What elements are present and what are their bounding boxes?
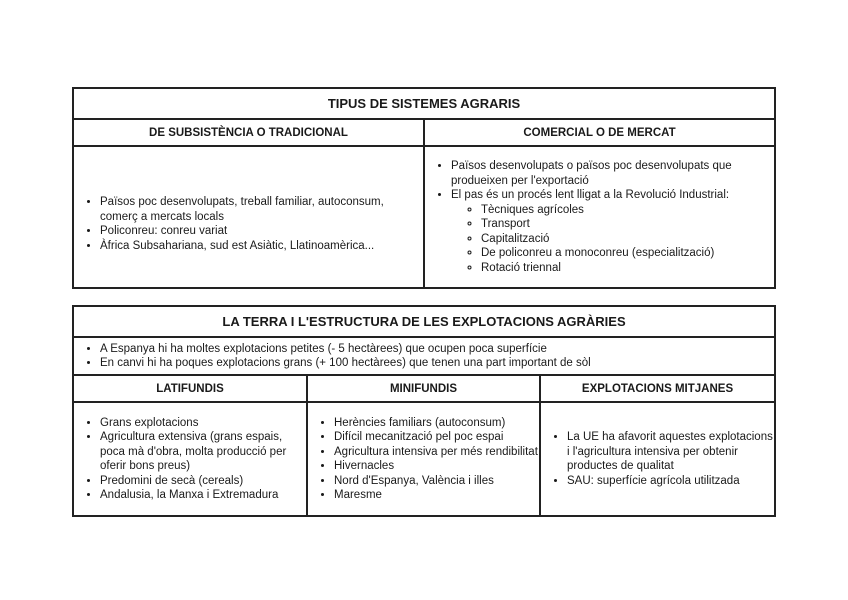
sub-list-item: ◦ Rotació triennal: [481, 261, 774, 276]
list-item: • Herències familiars (autoconsum): [334, 416, 539, 431]
commercial-cell: [424, 146, 775, 288]
list-item-text: El pas és un procés lent lligat a la Revolució Industrial:: [451, 189, 730, 201]
medium-farms-list: [541, 430, 774, 488]
subsistence-list: [74, 195, 423, 253]
list-item: • Andalusia, la Manxa i Extremadura: [100, 488, 306, 503]
intro-cell: [73, 337, 775, 375]
list-item: • Policonreu: conreu variat: [100, 224, 423, 239]
latifundis-cell: [73, 402, 307, 516]
commercial-list: [425, 159, 774, 275]
latifundis-list: [74, 416, 306, 503]
latifundis-header: LATIFUNDIS: [73, 375, 307, 402]
list-item: • SAU: superfície agrícola utilitzada: [567, 474, 774, 489]
list-item: • Àfrica Subsahariana, sud est Asiàtic, Llatinoamèrica...: [100, 239, 423, 254]
list-item: • Maresme: [334, 488, 539, 503]
list-item: • Difícil mecanització pel poc espai: [334, 430, 539, 445]
intro-list: [74, 342, 774, 371]
sub-list-item: ◦ Capitalització: [481, 232, 774, 247]
list-item: • Països desenvolupats o països poc desenvolupats que produeixen per l'exportació: [451, 159, 774, 188]
table2-title: LA TERRA I L'ESTRUCTURA DE LES EXPLOTACIONS AGRÀRIES: [73, 306, 775, 337]
sub-list-item: ◦ Tècniques agrícoles: [481, 203, 774, 218]
minifundis-header: MINIFUNDIS: [307, 375, 540, 402]
minifundis-cell: [307, 402, 540, 516]
land-structure-table: [72, 305, 776, 517]
sub-list-item: ◦ Transport: [481, 217, 774, 232]
list-item: • Grans explotacions: [100, 416, 306, 431]
subsistence-cell: [73, 146, 424, 288]
list-item: • Agricultura intensiva per més rendibilitat: [334, 445, 539, 460]
list-item: • A Espanya hi ha moltes explotacions petites (- 5 hectàrees) que ocupen poca superfície: [100, 342, 774, 357]
list-item: [451, 188, 774, 275]
list-item: • Agricultura extensiva (grans espais, poca mà d'obra, molta producció per oferir bons preus): [100, 430, 306, 474]
table1-title: TIPUS DE SISTEMES AGRARIS: [73, 88, 775, 119]
sub-list-item: ◦ De policonreu a monoconreu (especialització): [481, 246, 774, 261]
list-item: • Països poc desenvolupats, treball familiar, autoconsum, comerç a mercats locals: [100, 195, 423, 224]
minifundis-list: [308, 416, 539, 503]
subsistence-header: DE SUBSISTÈNCIA O TRADICIONAL: [73, 119, 424, 146]
list-item: • Hivernacles: [334, 459, 539, 474]
medium-farms-cell: [540, 402, 775, 516]
agrarian-systems-table: [72, 87, 776, 289]
list-item: • La UE ha afavorit aquestes explotacions i l'agricultura intensiva per obtenir productes de qualitat: [567, 430, 774, 474]
medium-farms-header: EXPLOTACIONS MITJANES: [540, 375, 775, 402]
list-item: • Nord d'Espanya, València i illes: [334, 474, 539, 489]
commercial-sublist: [451, 203, 774, 276]
commercial-header: COMERCIAL O DE MERCAT: [424, 119, 775, 146]
list-item: • En canvi hi ha poques explotacions grans (+ 100 hectàrees) que tenen una part important de sòl: [100, 356, 774, 371]
list-item: • Predomini de secà (cereals): [100, 474, 306, 489]
